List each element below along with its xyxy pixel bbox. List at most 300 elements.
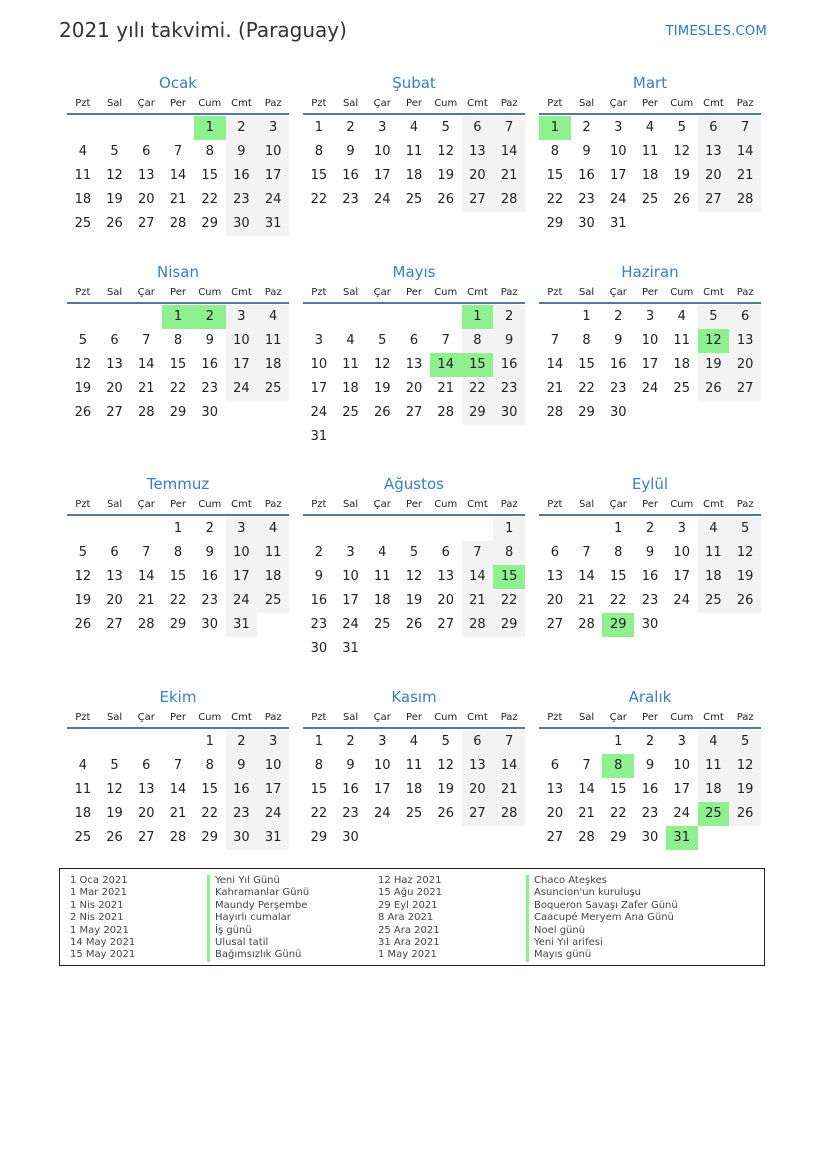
weekday-label: Per [170, 98, 186, 109]
empty-cell [130, 517, 162, 541]
empty-cell [99, 730, 131, 754]
day-cell: 29 [169, 405, 187, 420]
weekday-label: Çar [609, 712, 627, 723]
day-cell: 16 [641, 782, 659, 797]
month-title: Kasım [391, 688, 437, 706]
day-cell: 15 [201, 782, 218, 797]
day-cell: 3 [677, 521, 686, 536]
weekday-label: Cum [434, 499, 458, 510]
day-cell: 11 [374, 569, 391, 584]
day-cell: 5 [78, 545, 87, 560]
holiday-legend [59, 868, 765, 966]
month-block [539, 73, 761, 236]
day-cell: 19 [698, 353, 730, 377]
day-cell: 19 [106, 192, 123, 207]
day-cell: 22 [610, 806, 627, 821]
day-cell: 10 [641, 333, 659, 348]
empty-cell [130, 116, 162, 140]
holiday-day-cell: 29 [602, 613, 634, 637]
day-cell: 24 [226, 377, 258, 401]
weekday-label: Paz [736, 712, 754, 723]
day-cell: 8 [173, 545, 183, 560]
day-cell: 9 [226, 754, 258, 778]
day-cell: 19 [437, 782, 454, 797]
month-title: Şubat [392, 74, 436, 92]
day-cell: 23 [342, 192, 359, 207]
day-cell: 20 [405, 381, 423, 396]
day-grid [303, 730, 525, 850]
empty-cell [67, 730, 99, 754]
day-cell: 20 [106, 593, 123, 608]
legend-date: 1 Mar 2021 [70, 887, 128, 899]
day-cell: 2 [614, 309, 623, 324]
month-title: Mayıs [392, 263, 436, 281]
weekday-label: Cum [434, 98, 458, 109]
empty-cell [398, 305, 430, 329]
day-cell: 6 [142, 144, 151, 159]
day-cell: 22 [493, 589, 525, 613]
holiday-day-cell: 1 [162, 305, 194, 329]
day-cell: 23 [641, 806, 659, 821]
day-cell: 11 [641, 144, 659, 159]
day-cell: 8 [205, 144, 214, 159]
month-title: Ağustos [384, 475, 444, 493]
day-cell: 12 [106, 782, 123, 797]
weekday-header [67, 497, 289, 516]
day-cell: 27 [546, 617, 564, 632]
empty-cell [430, 517, 462, 541]
day-cell: 11 [257, 541, 289, 565]
day-cell: 24 [310, 405, 328, 420]
weekday-label: Per [642, 98, 658, 109]
weekday-label: Cmt [467, 712, 488, 723]
day-cell: 4 [409, 120, 419, 135]
day-cell: 12 [74, 569, 92, 584]
day-cell: 7 [582, 758, 591, 773]
month-title: Aralık [628, 688, 672, 706]
holiday-day-cell: 1 [462, 305, 494, 329]
weekday-header [303, 497, 525, 516]
day-cell: 8 [614, 545, 623, 560]
day-cell: 27 [138, 830, 155, 845]
day-cell: 18 [405, 782, 423, 797]
day-cell: 24 [641, 381, 659, 396]
weekday-label: Çar [137, 287, 155, 298]
legend-dates-left [70, 875, 135, 962]
day-cell: 18 [257, 565, 289, 589]
empty-cell [99, 116, 131, 140]
day-cell: 25 [257, 377, 289, 401]
weekday-label: Çar [373, 712, 391, 723]
day-cell: 1 [173, 521, 183, 536]
day-cell: 17 [257, 778, 289, 802]
empty-cell [67, 517, 99, 541]
legend-holiday-name: Maundy Perşembe [207, 900, 309, 912]
day-cell: 1 [493, 517, 525, 541]
day-cell: 19 [374, 381, 391, 396]
day-cell: 27 [462, 188, 494, 212]
holiday-day-cell: 25 [698, 802, 730, 826]
legend-dates-right [378, 875, 442, 962]
day-cell: 13 [437, 569, 454, 584]
day-cell: 3 [226, 517, 258, 541]
legend-date: 1 Nis 2021 [70, 899, 124, 911]
day-cell: 7 [173, 758, 183, 773]
day-cell: 11 [405, 144, 423, 159]
legend-names-left [207, 875, 309, 962]
weekday-label: Çar [137, 98, 155, 109]
holiday-day-cell: 14 [430, 353, 462, 377]
day-cell: 28 [493, 188, 525, 212]
month-block [539, 262, 761, 425]
day-cell: 24 [374, 806, 391, 821]
weekday-label: Pzt [75, 499, 91, 510]
day-cell: 1 [614, 734, 623, 749]
weekday-label: Cum [670, 98, 694, 109]
day-cell: 14 [493, 140, 525, 164]
day-cell: 8 [550, 144, 559, 159]
day-cell: 2 [314, 545, 323, 560]
month-block [67, 262, 289, 425]
day-cell: 29 [310, 830, 328, 845]
weekday-label: Çar [373, 287, 391, 298]
weekday-label: Per [406, 287, 422, 298]
day-cell: 10 [342, 569, 359, 584]
month-title: Ocak [159, 74, 197, 92]
day-cell: 1 [582, 309, 591, 324]
day-cell: 15 [310, 168, 328, 183]
day-cell: 12 [374, 357, 391, 372]
day-cell: 2 [582, 120, 591, 135]
day-cell: 13 [462, 140, 494, 164]
day-cell: 3 [226, 305, 258, 329]
day-cell: 14 [462, 565, 494, 589]
day-cell: 21 [493, 164, 525, 188]
day-cell: 9 [346, 758, 355, 773]
day-cell: 19 [729, 778, 761, 802]
weekday-label: Paz [264, 287, 282, 298]
day-cell: 19 [74, 381, 92, 396]
month-block [303, 73, 525, 212]
month-title: Haziran [621, 263, 679, 281]
day-cell: 5 [409, 545, 419, 560]
weekday-label: Pzt [75, 98, 91, 109]
day-cell: 9 [205, 333, 214, 348]
day-cell: 12 [437, 758, 454, 773]
day-cell: 6 [462, 730, 494, 754]
weekday-label: Cmt [703, 712, 724, 723]
day-cell: 7 [441, 333, 450, 348]
legend-date: 15 May 2021 [70, 949, 136, 961]
legend-holiday-name: Yeni Yıl Günü [207, 875, 309, 887]
day-cell: 5 [698, 305, 730, 329]
day-cell: 30 [201, 617, 218, 632]
day-grid [67, 517, 289, 637]
day-cell: 1 [614, 521, 623, 536]
weekday-label: Cum [434, 712, 458, 723]
day-cell: 4 [645, 120, 655, 135]
day-cell: 3 [257, 116, 289, 140]
day-cell: 15 [169, 569, 187, 584]
day-cell: 20 [138, 192, 155, 207]
day-cell: 9 [314, 569, 323, 584]
weekday-label: Per [170, 287, 186, 298]
weekday-label: Cum [198, 712, 222, 723]
day-cell: 9 [226, 140, 258, 164]
day-cell: 10 [673, 758, 690, 773]
day-cell: 22 [201, 192, 218, 207]
empty-cell [67, 116, 99, 140]
day-cell: 28 [138, 617, 155, 632]
day-cell: 1 [314, 734, 323, 749]
legend-date: 1 May 2021 [378, 949, 437, 961]
weekday-header [303, 96, 525, 115]
weekday-label: Pzt [75, 712, 91, 723]
legend-holiday-name: Mayıs günü [526, 949, 678, 961]
day-cell: 26 [437, 192, 454, 207]
day-cell: 30 [201, 405, 218, 420]
day-cell: 6 [142, 758, 151, 773]
day-cell: 27 [437, 617, 454, 632]
day-cell: 26 [405, 617, 423, 632]
weekday-header [303, 710, 525, 729]
legend-date: 1 Oca 2021 [70, 875, 128, 886]
weekday-label: Per [642, 287, 658, 298]
day-cell: 2 [346, 120, 355, 135]
day-cell: 9 [205, 545, 214, 560]
day-cell: 22 [546, 192, 564, 207]
day-cell: 26 [74, 405, 92, 420]
day-cell: 9 [493, 329, 525, 353]
month-title: Nisan [157, 263, 199, 281]
day-cell: 16 [310, 593, 328, 608]
day-cell: 28 [169, 830, 187, 845]
day-cell: 11 [698, 541, 730, 565]
day-cell: 11 [342, 357, 359, 372]
weekday-label: Cmt [467, 287, 488, 298]
day-cell: 4 [78, 758, 87, 773]
legend-date: 14 May 2021 [70, 936, 136, 948]
weekday-label: Pzt [547, 98, 563, 109]
day-cell: 27 [405, 405, 423, 420]
day-cell: 11 [405, 758, 423, 773]
day-cell: 21 [138, 381, 155, 396]
day-cell: 11 [74, 168, 92, 183]
holiday-day-cell: 8 [602, 754, 634, 778]
day-cell: 8 [462, 329, 494, 353]
day-cell: 10 [374, 144, 391, 159]
day-cell: 9 [645, 545, 655, 560]
day-cell: 26 [437, 806, 454, 821]
day-cell: 28 [437, 405, 454, 420]
day-cell: 16 [201, 357, 218, 372]
day-cell: 4 [677, 309, 686, 324]
day-cell: 23 [641, 593, 659, 608]
day-cell: 6 [441, 545, 450, 560]
day-cell: 30 [578, 216, 595, 231]
weekday-label: Cmt [231, 287, 252, 298]
day-cell: 15 [610, 782, 627, 797]
day-cell: 11 [257, 329, 289, 353]
weekday-header [539, 285, 761, 304]
day-cell: 4 [378, 545, 387, 560]
day-cell: 25 [641, 192, 659, 207]
day-cell: 28 [546, 405, 564, 420]
weekday-label: Pzt [75, 287, 91, 298]
day-cell: 9 [346, 144, 355, 159]
weekday-label: Cum [198, 499, 222, 510]
weekday-label: Pzt [311, 98, 327, 109]
day-cell: 20 [437, 593, 454, 608]
day-cell: 16 [342, 782, 359, 797]
weekday-label: Sal [578, 499, 595, 510]
day-grid [539, 517, 761, 637]
day-cell: 30 [493, 401, 525, 425]
weekday-label: Per [170, 712, 186, 723]
day-cell: 27 [698, 188, 730, 212]
day-cell: 14 [138, 569, 155, 584]
day-cell: 16 [493, 353, 525, 377]
weekday-label: Pzt [311, 287, 327, 298]
day-cell: 13 [462, 754, 494, 778]
day-cell: 27 [106, 405, 123, 420]
day-cell: 29 [546, 216, 564, 231]
day-cell: 20 [546, 806, 564, 821]
day-grid [303, 116, 525, 212]
day-cell: 17 [374, 168, 391, 183]
day-cell: 18 [342, 381, 359, 396]
weekday-label: Cmt [467, 98, 488, 109]
month-block [67, 73, 289, 236]
holiday-day-cell: 15 [462, 353, 494, 377]
day-cell: 6 [110, 545, 119, 560]
day-cell: 1 [314, 120, 323, 135]
day-cell: 21 [493, 778, 525, 802]
day-cell: 25 [405, 192, 423, 207]
day-cell: 17 [610, 168, 627, 183]
weekday-label: Paz [264, 712, 282, 723]
day-cell: 15 [578, 357, 595, 372]
day-cell: 25 [342, 405, 359, 420]
day-cell: 27 [106, 617, 123, 632]
weekday-label: Cmt [703, 499, 724, 510]
weekday-label: Cmt [703, 98, 724, 109]
day-grid [303, 517, 525, 661]
day-cell: 12 [729, 754, 761, 778]
day-cell: 21 [138, 593, 155, 608]
day-cell: 4 [698, 517, 730, 541]
day-cell: 26 [729, 589, 761, 613]
day-cell: 30 [641, 830, 659, 845]
day-cell: 6 [550, 545, 559, 560]
day-grid [67, 305, 289, 425]
legend-holiday-name: Hayırlı cumalar [207, 912, 309, 924]
weekday-label: Paz [264, 98, 282, 109]
day-cell: 4 [257, 517, 289, 541]
day-cell: 3 [614, 120, 623, 135]
day-cell: 26 [374, 405, 391, 420]
legend-holiday-name: Kahramanlar Günü [207, 887, 309, 899]
day-cell: 22 [310, 806, 328, 821]
day-cell: 26 [673, 192, 690, 207]
weekday-label: Per [642, 712, 658, 723]
month-title: Eylül [631, 475, 669, 493]
day-cell: 22 [169, 593, 187, 608]
day-cell: 18 [257, 353, 289, 377]
day-cell: 3 [257, 730, 289, 754]
day-cell: 20 [729, 353, 761, 377]
legend-holiday-name: Boqueron Savaşı Zafer Günü [526, 900, 678, 912]
empty-cell [67, 305, 99, 329]
day-cell: 3 [378, 120, 387, 135]
empty-cell [366, 517, 398, 541]
day-cell: 15 [169, 357, 187, 372]
month-block [539, 474, 761, 637]
day-cell: 14 [729, 140, 761, 164]
weekday-label: Çar [137, 712, 155, 723]
day-grid [67, 730, 289, 850]
day-cell: 25 [74, 216, 92, 231]
empty-cell [99, 517, 131, 541]
day-cell: 10 [226, 329, 258, 353]
day-cell: 29 [169, 617, 187, 632]
weekday-header [539, 497, 761, 516]
day-cell: 12 [437, 144, 454, 159]
day-cell: 25 [673, 381, 690, 396]
day-cell: 21 [437, 381, 454, 396]
legend-date: 8 Ara 2021 [378, 912, 434, 924]
weekday-label: Cmt [231, 98, 252, 109]
day-cell: 23 [493, 377, 525, 401]
day-cell: 28 [462, 613, 494, 637]
day-cell: 10 [257, 140, 289, 164]
day-cell: 16 [578, 168, 595, 183]
day-cell: 30 [342, 830, 359, 845]
day-cell: 6 [462, 116, 494, 140]
empty-cell [366, 305, 398, 329]
day-cell: 11 [673, 333, 690, 348]
empty-cell [99, 305, 131, 329]
day-cell: 1 [205, 734, 214, 749]
holiday-day-cell: 12 [698, 329, 730, 353]
day-cell: 16 [226, 164, 258, 188]
day-cell: 14 [169, 782, 187, 797]
day-cell: 10 [310, 357, 328, 372]
empty-cell [398, 517, 430, 541]
day-cell: 15 [201, 168, 218, 183]
day-cell: 3 [645, 309, 655, 324]
day-cell: 25 [257, 589, 289, 613]
weekday-label: Pzt [547, 499, 563, 510]
weekday-label: Çar [609, 499, 627, 510]
empty-cell [539, 305, 571, 329]
site-link[interactable]: TIMESLES.COM [665, 24, 767, 39]
weekday-label: Cum [198, 287, 222, 298]
empty-cell [162, 116, 194, 140]
day-cell: 28 [138, 405, 155, 420]
day-cell: 14 [578, 569, 595, 584]
day-cell: 24 [673, 806, 690, 821]
weekday-label: Per [406, 98, 422, 109]
day-cell: 22 [310, 192, 328, 207]
day-cell: 28 [578, 830, 595, 845]
legend-holiday-name: Chaco Ateşkes [526, 875, 678, 887]
day-cell: 26 [74, 617, 92, 632]
day-cell: 5 [378, 333, 387, 348]
legend-holiday-name: Bağımsızlık Günü [207, 949, 309, 961]
day-cell: 28 [729, 188, 761, 212]
day-cell: 5 [110, 758, 119, 773]
